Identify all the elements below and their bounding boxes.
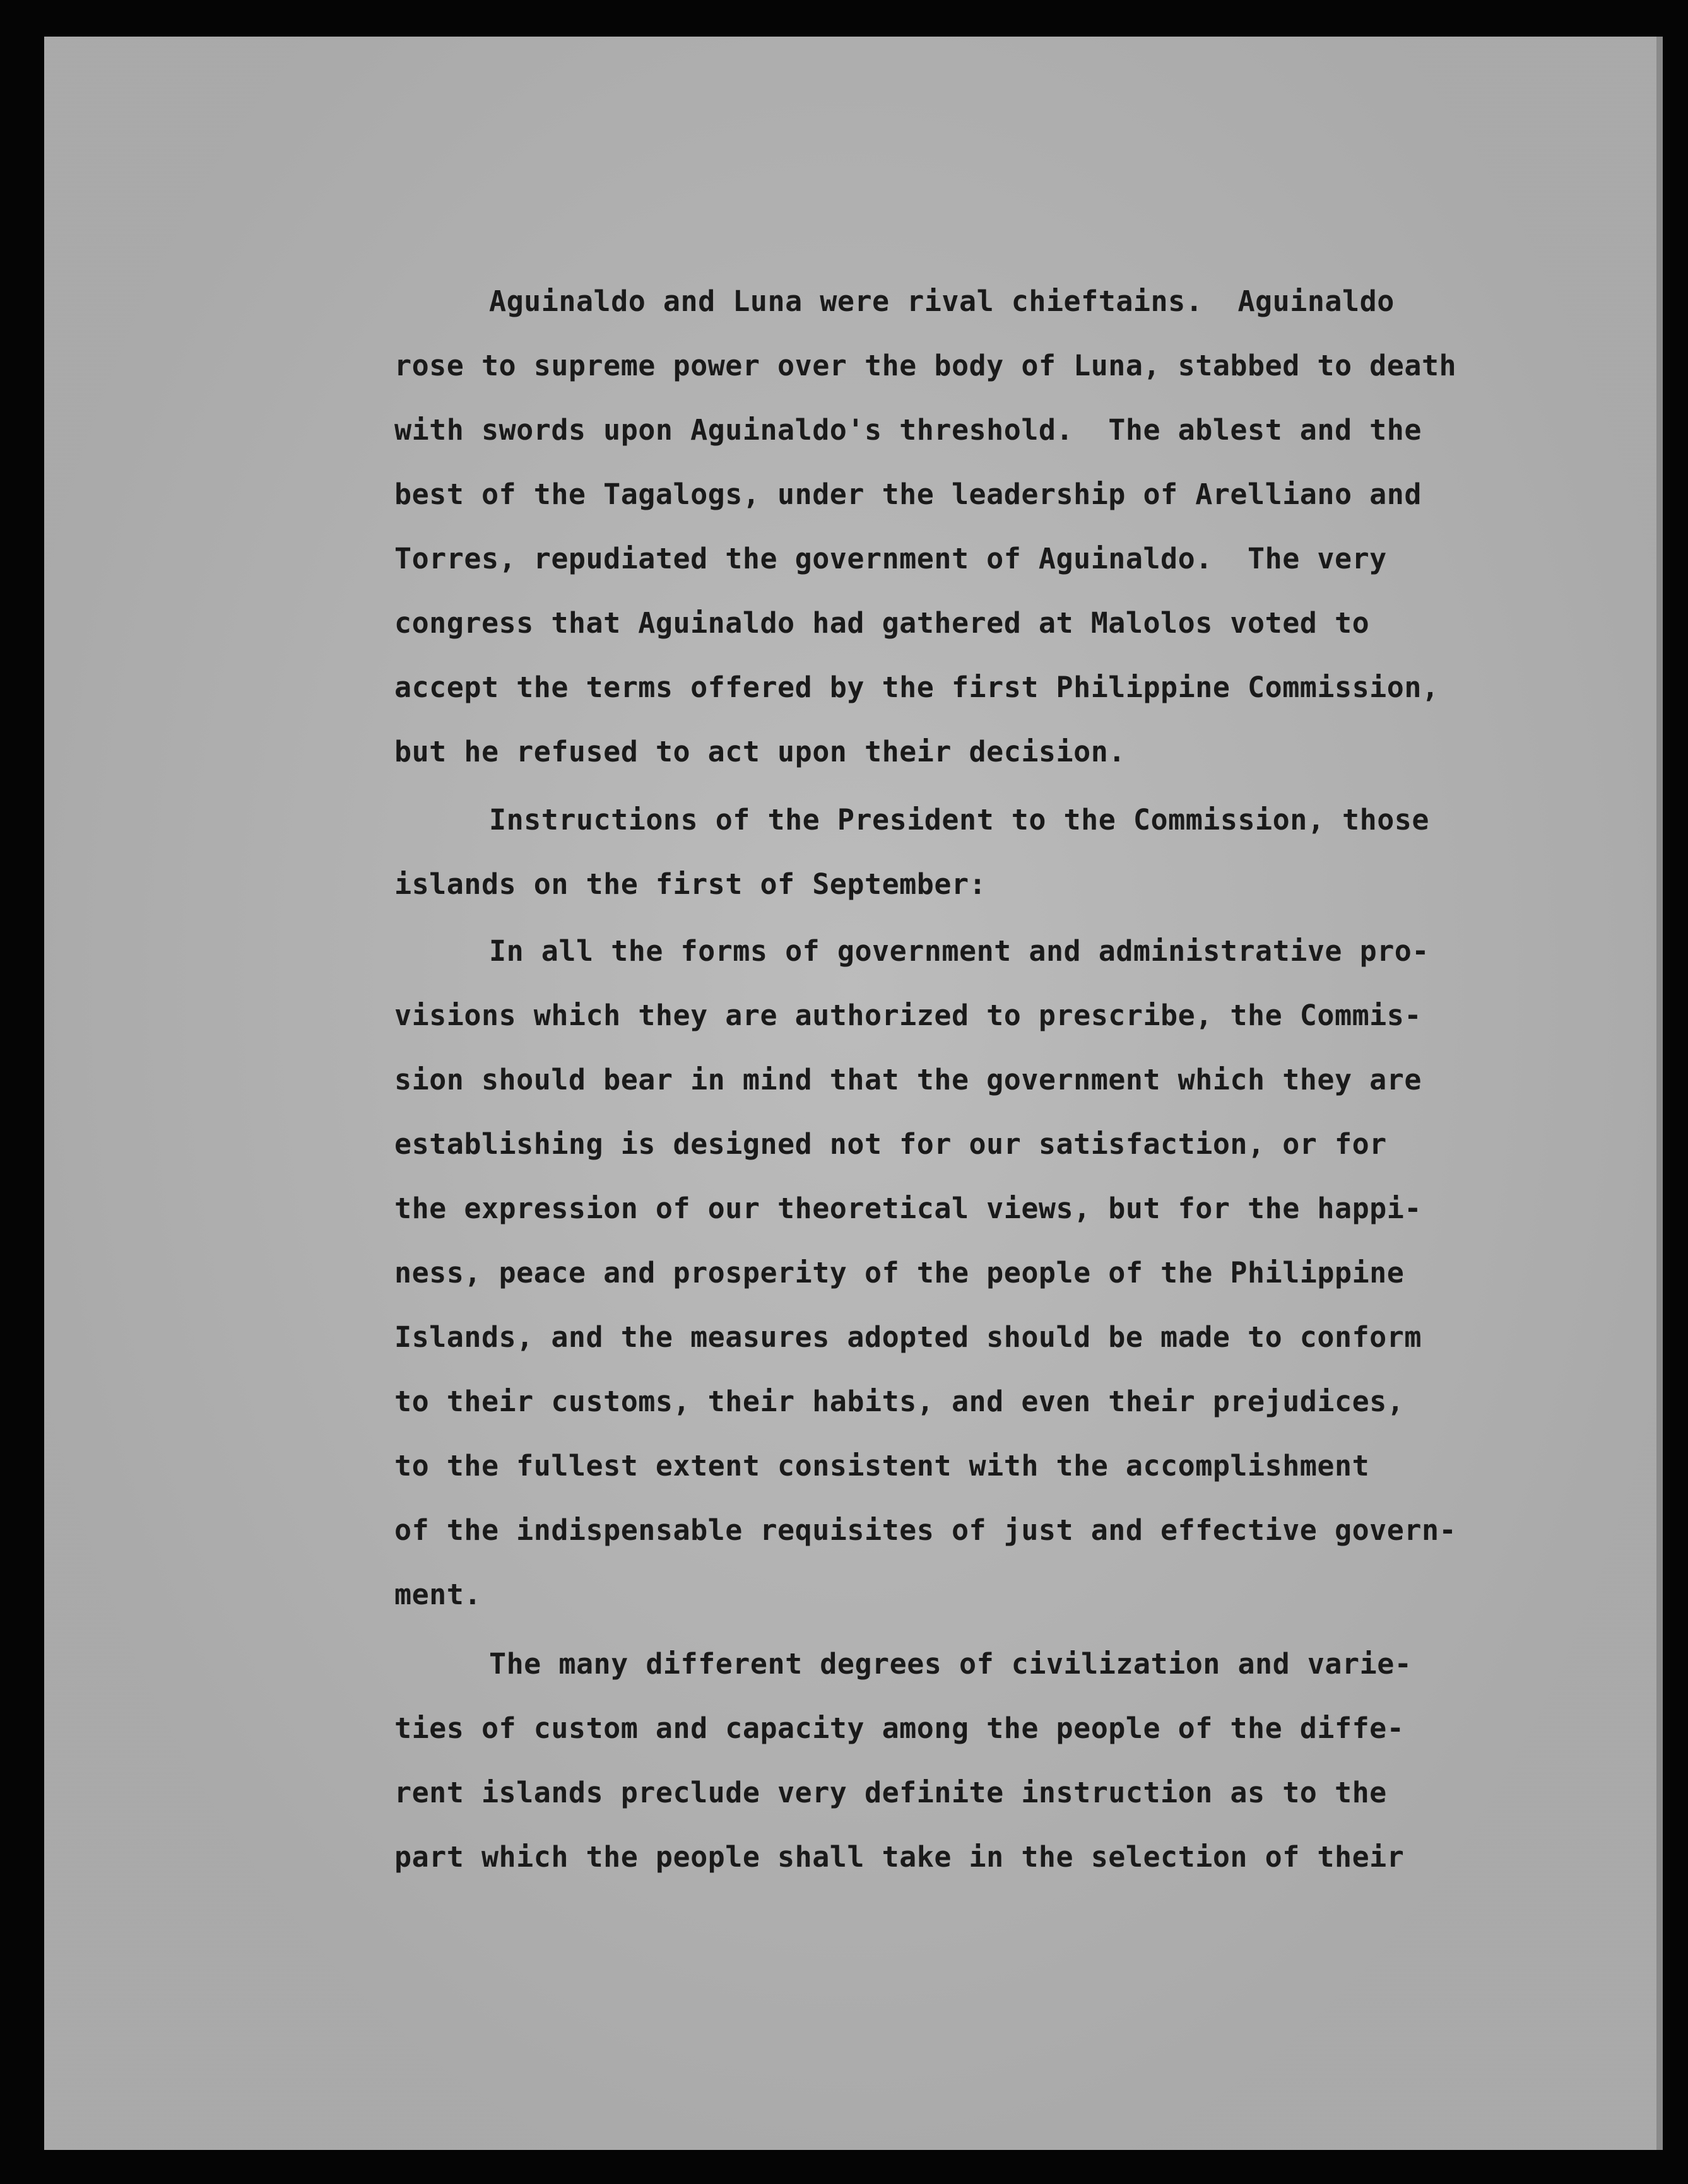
text-line: ness, peace and prosperity of the people of the Philippine [394,1256,1405,1289]
text-line: Torres, repudiated the government of Aguinaldo. The very [394,542,1387,575]
text-line: ties of custom and capacity among the people of the diffe- [394,1711,1405,1745]
text-line: to their customs, their habits, and even their prejudices, [394,1385,1405,1418]
text-line: Islands, and the measures adopted should be made to conform [394,1320,1422,1354]
text-line: Instructions of the President to the Commission, those [489,803,1429,837]
text-line: establishing is designed not for our satisfaction, or for [394,1127,1387,1161]
text-line: sion should bear in mind that the government which they are [394,1063,1422,1096]
document-page [44,37,1663,2150]
text-line: ment. [394,1578,481,1611]
text-line: the expression of our theoretical views, but for the happi- [394,1192,1422,1225]
text-line: In all the forms of government and administrative pro- [489,934,1429,968]
text-line: The many different degrees of civilization and varie- [489,1647,1412,1681]
text-line: to the fullest extent consistent with the accomplishment [394,1449,1370,1482]
text-line: rent islands preclude very definite instruction as to the [394,1776,1387,1809]
text-line: Aguinaldo and Luna were rival chieftains. Aguinaldo [489,285,1395,318]
text-line: with swords upon Aguinaldo's threshold. The ablest and the [394,413,1422,447]
text-line: rose to supreme power over the body of Luna, stabbed to death [394,349,1457,382]
text-line: of the indispensable requisites of just and effective govern- [394,1513,1457,1547]
text-line: islands on the first of September: [394,867,987,901]
text-line: congress that Aguinaldo had gathered at Malolos voted to [394,606,1370,640]
text-line: visions which they are authorized to prescribe, the Commis- [394,999,1422,1032]
text-line: accept the terms offered by the first Philippine Commission, [394,671,1439,704]
text-line: best of the Tagalogs, under the leadership of Arelliano and [394,478,1422,511]
text-line: part which the people shall take in the selection of their [394,1840,1405,1874]
text-line: but he refused to act upon their decision. [394,735,1126,768]
